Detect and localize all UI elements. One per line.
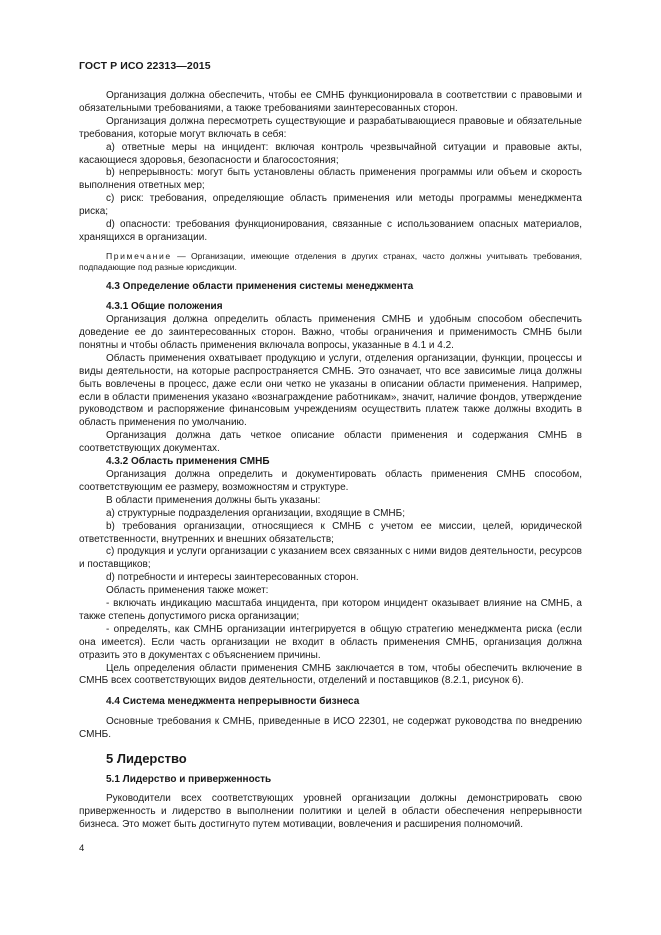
- section-heading-4-3: 4.3 Определение области применения системы менеджмента: [106, 281, 414, 293]
- list-item: b) непрерывность: могут быть установлены область применения программы или объем и скорость выполнения ответных мер;: [79, 167, 582, 192]
- paragraph: В области применения должны быть указаны:: [106, 494, 321, 506]
- paragraph: Область применения охватывает продукцию и услуги, отделения организации, функции, процессы и виды деятельности, на которые распространяется СМНБ. Это означает, что все зависимые лица должны быть вовлечены в процесс, даже если они четко не указаны в описании области применения. Например, если в области применения указано «вознаграждение работникам», значит, наличие фондов, утверждение руководством и распоряжение финансовым учреждениям осуществить платеж также должны входить в область применения по умолчанию.: [79, 352, 582, 429]
- paragraph: Руководители всех соответствующих уровней организации должны демонстрировать свою приверженность и лидерство в выполнении политики и целей в области обеспечения непрерывности бизнеса. Это может быть достигнуто путем мотивации, вовлечения и расширения полномочий.: [79, 792, 582, 830]
- paragraph: Организация должна определить область применения СМНБ и удобным способом обеспечить доведение ее до заинтересованных сторон. Важно, чтобы ограничения и применимость СМНБ были понятны и чтобы область применения включала вопросы, указанные в 4.1 и 4.2.: [79, 314, 582, 351]
- paragraph: Цель определения области применения СМНБ заключается в том, чтобы обеспечить включение в СМНБ всех соответствующих видов деятельности, отделений и поставщиков (8.2.1, рисунок 6).: [79, 662, 582, 687]
- paragraph: Область применения также может:: [106, 585, 269, 597]
- document-body: [79, 90, 582, 832]
- document-header: ГОСТ Р ИСО 22313—2015: [79, 60, 211, 72]
- list-item: - включать индикацию масштаба инцидента, при котором инцидент оказывает влияние на СМНБ, а также степень допустимого риска организации;: [79, 598, 582, 622]
- list-item: а) структурные подразделения организации, входящие в СМНБ;: [106, 507, 405, 519]
- list-item: - определять, как СМНБ организации интегрируется в общую стратегию менеджмента риска (если она имеется). Если часть организации не входит в область применения СМНБ, организация должна отразить это в документах с объяснением причины.: [79, 623, 582, 661]
- paragraph: Организация должна пересмотреть существующие и разрабатывающиеся правовые и обязательные требования, которые могут включать в себя:: [79, 115, 582, 140]
- subsection-heading-4-3-2: 4.3.2 Область применения СМНБ: [106, 456, 270, 468]
- paragraph: Основные требования к СМНБ, приведенные в ИСО 22301, не содержат руководства по внедрению СМНБ.: [79, 716, 582, 741]
- list-item: d) опасности: требования функционирования, связанные с использованием опасных материалов, хранящихся в организации.: [79, 219, 582, 243]
- page-number: 4: [79, 843, 85, 854]
- list-item: а) ответные меры на инцидент: включая контроль чрезвычайной ситуации и правовые акты, касающиеся здоровья, безопасности и благосостояния;: [79, 141, 582, 166]
- note-text: — Организации, имеющие отделения в других странах, часто должны учитывать требования, подпадающие под разные юрисдикции.: [79, 250, 582, 273]
- list-item: b) требования организации, относящиеся к СМНБ с учетом ее миссии, целей, юридической ответственности, внутренних и внешних обязательств;: [79, 520, 582, 545]
- subsection-heading-4-3-1: 4.3.1 Общие положения: [106, 301, 223, 313]
- paragraph: Организация должна определить и документировать область применения СМНБ способом, соответствующим ее размеру, возможностям и структуре.: [79, 468, 582, 493]
- list-item: с) риск: требования, определяющие область применения или методы программы менеджмента риска;: [79, 193, 582, 218]
- list-item: с) продукция и услуги организации с указанием всех связанных с ними видов деятельности, ресурсов и поставщиков;: [79, 546, 582, 571]
- section-heading-5-1: 5.1 Лидерство и приверженность: [106, 774, 272, 785]
- section-heading-5: 5 Лидерство: [106, 751, 187, 767]
- list-item: d) потребности и интересы заинтересованных сторон.: [106, 572, 359, 584]
- note: [79, 251, 582, 273]
- paragraph: Организация должна обеспечить, чтобы ее СМНБ функционировала в соответствии с правовыми и обязательными требованиями, а также требованиями заинтересованных сторон.: [79, 90, 582, 114]
- section-heading-4-4: 4.4 Система менеджмента непрерывности бизнеса: [106, 696, 360, 708]
- paragraph: Организация должна дать четкое описание области применения и содержания СМНБ в соответствующих документах.: [79, 430, 582, 455]
- note-label: Примечание: [106, 250, 172, 261]
